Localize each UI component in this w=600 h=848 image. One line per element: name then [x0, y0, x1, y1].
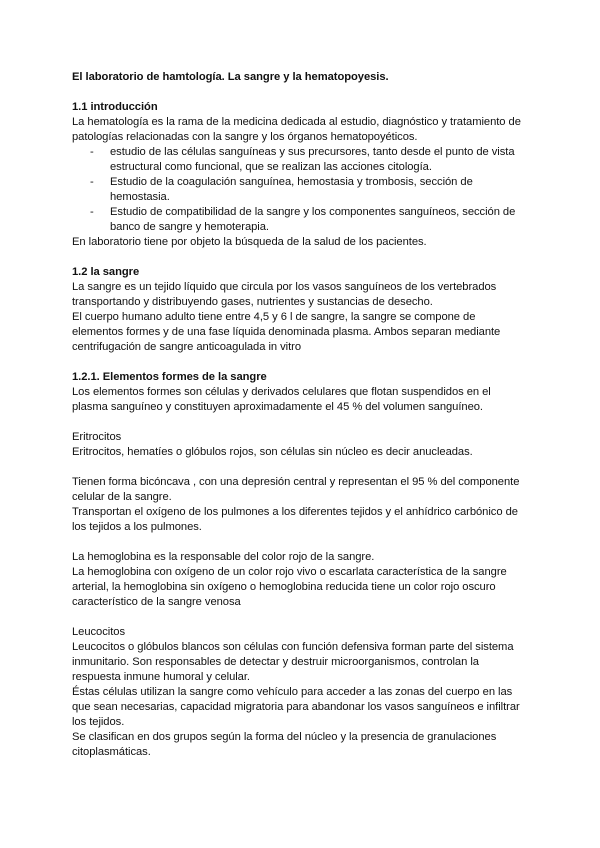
paragraph: La hemoglobina es la responsable del color rojo de la sangre.	[72, 551, 375, 563]
document-page	[72, 70, 527, 760]
spacer	[72, 535, 527, 550]
section-heading-sangre: 1.2 la sangre	[72, 266, 140, 278]
spacer	[72, 415, 527, 430]
spacer	[72, 355, 527, 370]
section-heading-elementos-formes: 1.2.1. Elementos formes de la sangre	[72, 371, 267, 383]
paragraph: El cuerpo humano adulto tiene entre 4,5 y 6 l de sangre, la sangre se compone de elementos formes y de una fase líquida denominada plasma. Ambos separan mediante centrifugación de sangre anticoagulada in vitro	[72, 311, 501, 353]
subsection-label-leucocitos: Leucocitos	[72, 626, 125, 638]
spacer	[72, 250, 527, 265]
section-heading-introduccion: 1.1 introducción	[72, 101, 158, 113]
dash-list	[72, 145, 527, 235]
list-item: - Estudio de la coagulación sanguínea, hemostasia y trombosis, sección de hemostasia.	[110, 175, 527, 205]
paragraph: Los elementos formes son células y derivados celulares que flotan suspendidos en el plasma sanguíneo y constituyen aproximadamente el 45 % del volumen sanguíneo.	[72, 386, 491, 413]
list-item: - Estudio de compatibilidad de la sangre y los componentes sanguíneos, sección de banco de sangre y hemoterapia.	[110, 205, 527, 235]
spacer	[72, 610, 527, 625]
subsection-label-eritrocitos: Eritrocitos	[72, 431, 122, 443]
paragraph: Leucocitos o glóbulos blancos son células con función defensiva forman parte del sistema inmunitario. Son responsables de detectar y destruir microorganismos, controlan la respuesta inmune humoral y celular.	[72, 641, 514, 683]
paragraph: Éstas células utilizan la sangre como vehículo para acceder a las zonas del cuerpo en las que sean necesarias, capacidad migratoria para abandonar los vasos sanguíneos e infiltrar los tejidos.	[72, 686, 520, 728]
paragraph: Tienen forma bicóncava , con una depresión central y representan el 95 % del componente celular de la sangre.	[72, 476, 520, 503]
paragraph: Se clasifican en dos grupos según la forma del núcleo y la presencia de granulaciones citoplasmáticas.	[72, 731, 497, 758]
paragraph: La hemoglobina con oxígeno de un color rojo vivo o escarlata característica de la sangre arterial, la hemoglobina sin oxígeno o hemoglobina reducida tiene un color rojo oscuro característico de la sangre venosa	[72, 566, 507, 608]
paragraph: La hematología es la rama de la medicina dedicada al estudio, diagnóstico y tratamiento de patologías relacionadas con la sangre y los órganos hematopoyéticos.	[72, 116, 521, 143]
paragraph: La sangre es un tejido líquido que circula por los vasos sanguíneos de los vertebrados transportando y distribuyendo gases, nutrientes y sustancias de desecho.	[72, 281, 497, 308]
paragraph: Transportan el oxígeno de los pulmones a los diferentes tejidos y el anhídrico carbónico de los tejidos a los pulmones.	[72, 506, 518, 533]
document-title: El laboratorio de hamtología. La sangre y la hematopoyesis.	[72, 71, 389, 83]
spacer	[72, 460, 527, 475]
paragraph: Eritrocitos, hematíes o glóbulos rojos, son células sin núcleo es decir anucleadas.	[72, 446, 473, 458]
paragraph: En laboratorio tiene por objeto la búsqueda de la salud de los pacientes.	[72, 236, 427, 248]
list-item: - estudio de las células sanguíneas y sus precursores, tanto desde el punto de vista estructural como funcional, que se realizan las acciones citología.	[110, 145, 527, 175]
